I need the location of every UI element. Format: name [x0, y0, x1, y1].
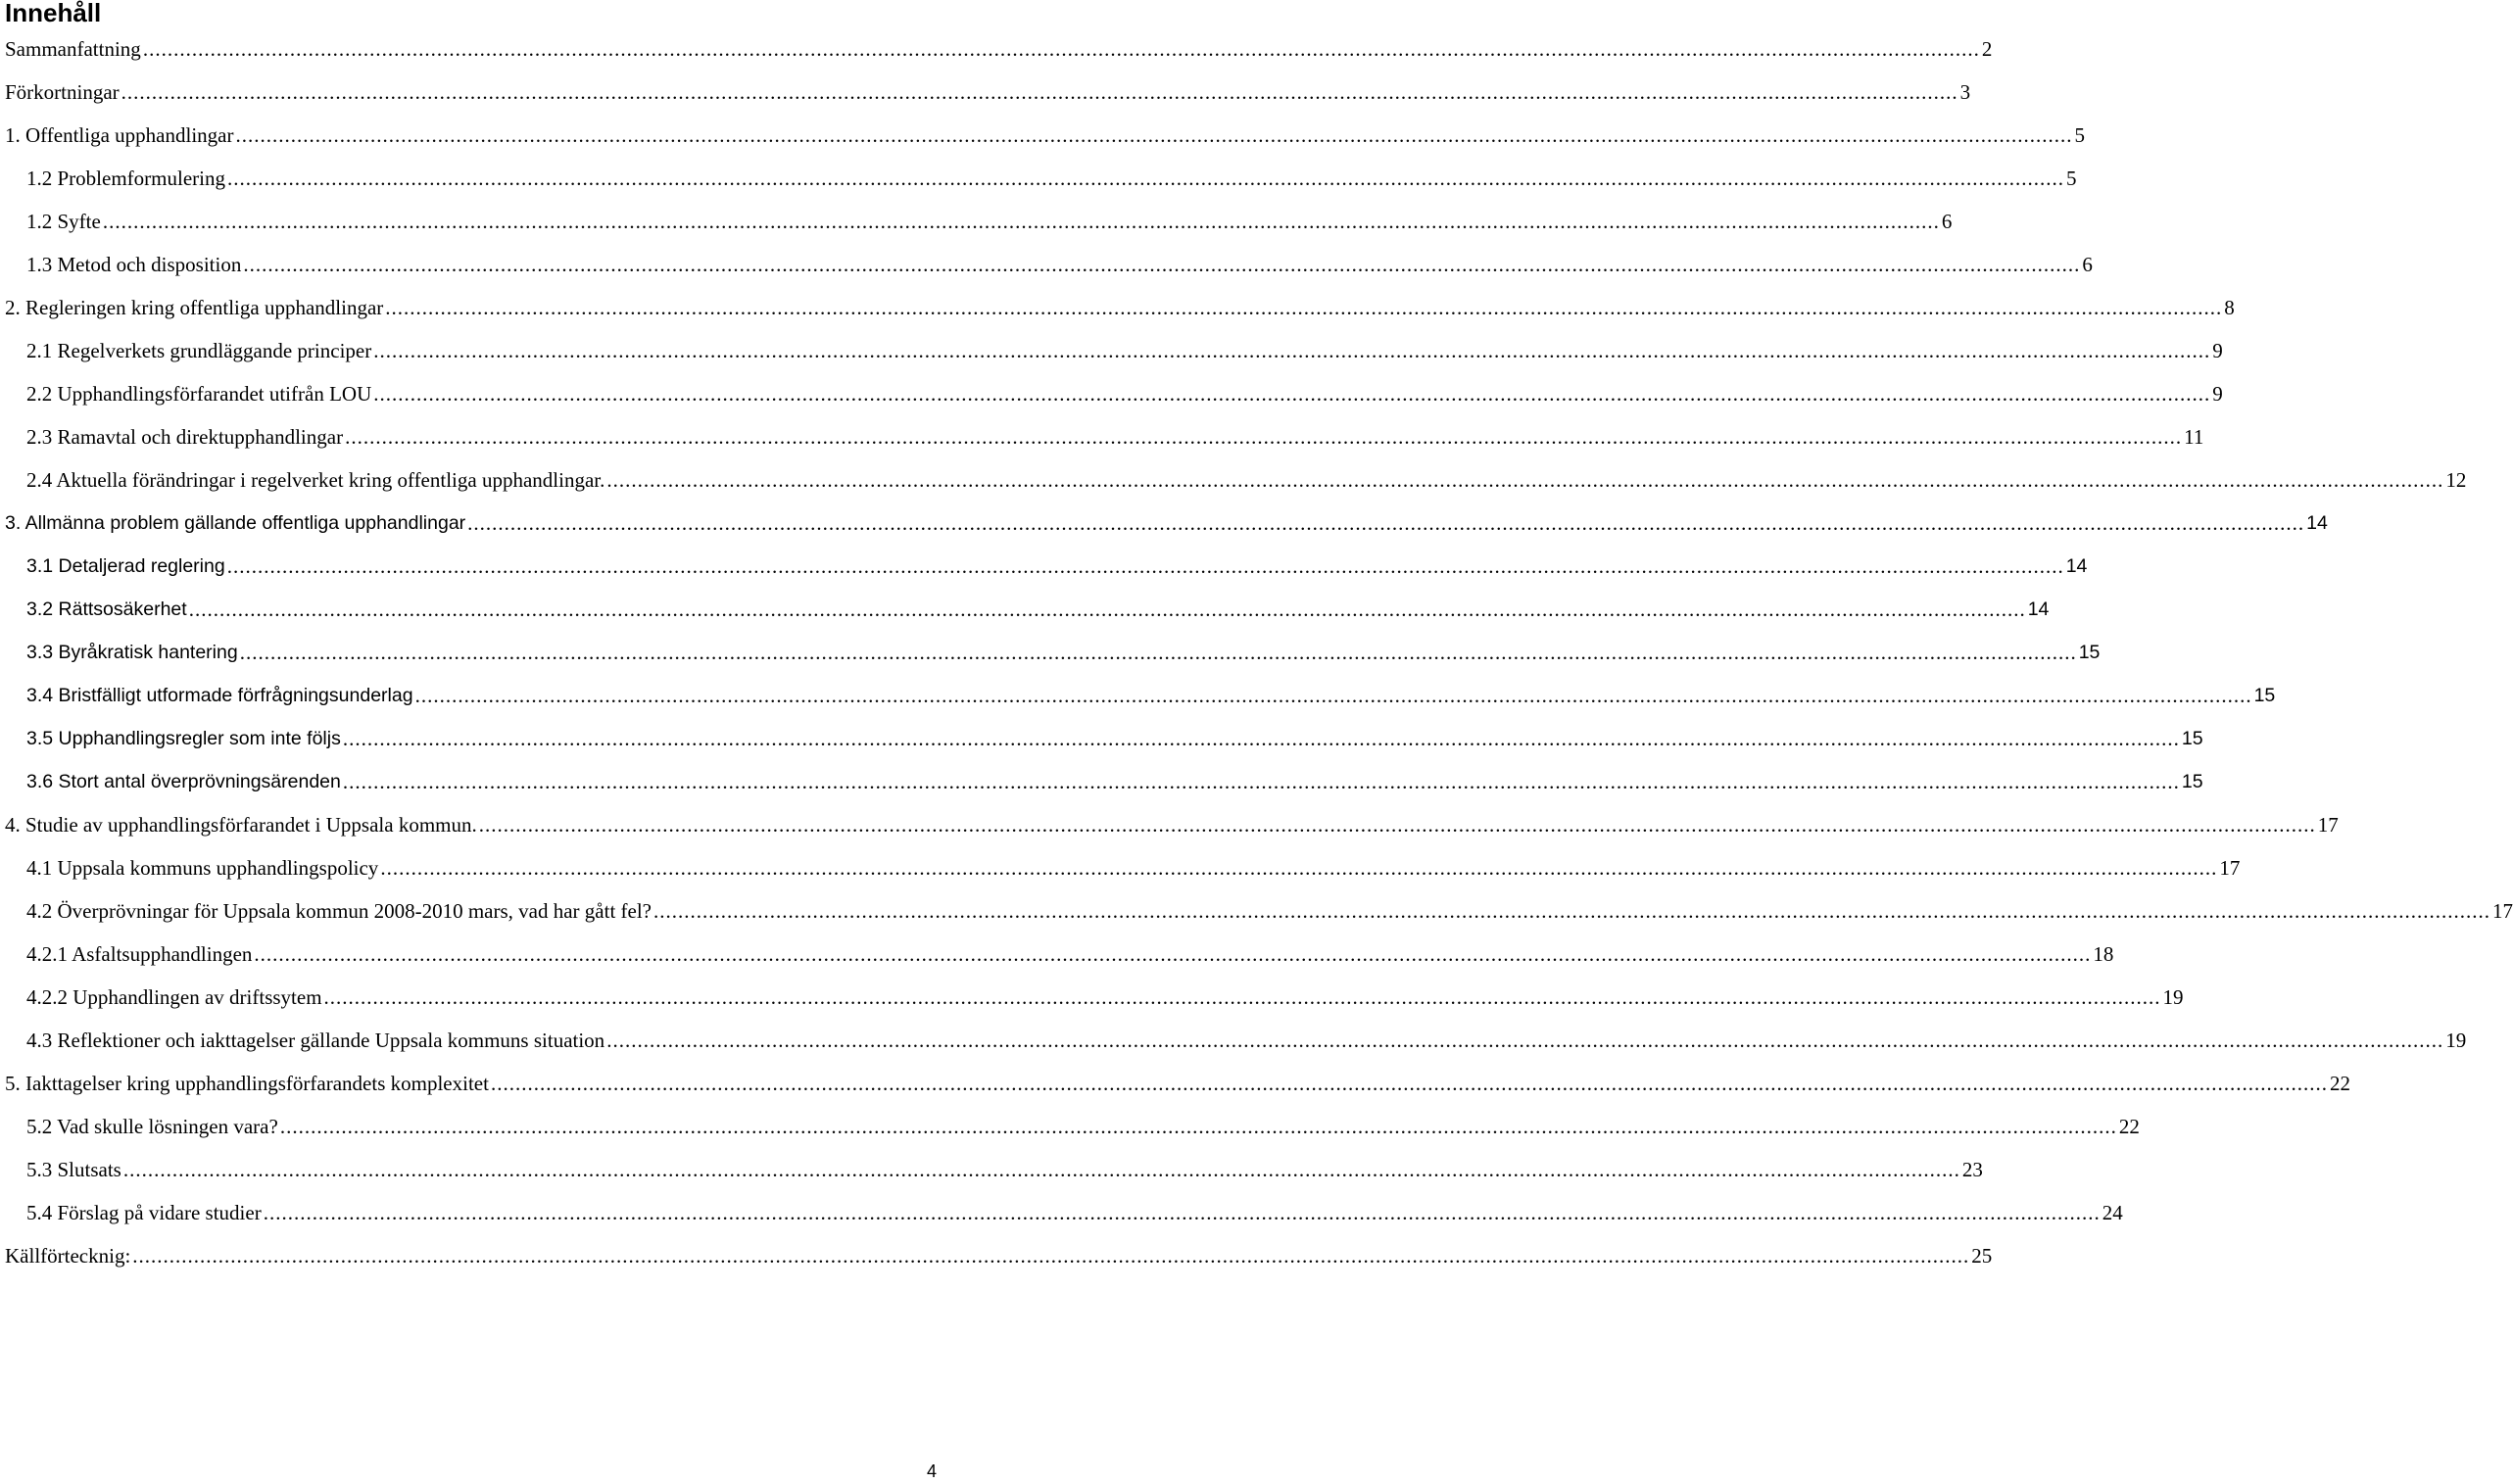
toc-entry-page: 6	[1941, 210, 1953, 233]
toc-entry-label: 4.2 Överprövningar för Uppsala kommun 2008-2010 mars, vad har gått fel?	[26, 899, 652, 923]
toc-entry-page: 5	[2074, 123, 2085, 147]
toc-entry-page: 15	[2181, 771, 2203, 792]
toc-dot-leader: ............................................................................................................................................................................................................................................................................................................	[235, 123, 2073, 147]
toc-entry-page: 9	[2212, 339, 2223, 362]
toc-entry[interactable]	[0, 717, 2203, 760]
toc-entry-label: 4. Studie av upphandlingsförfarandet i Uppsala kommun.	[5, 813, 477, 837]
toc-entry-label: 3.5 Upphandlingsregler som inte följs	[26, 728, 341, 749]
toc-entry-label: 2.3 Ramavtal och direktupphandlingar	[26, 425, 344, 449]
toc-entry[interactable]	[0, 1019, 2467, 1062]
toc-entry-page: 17	[2219, 856, 2241, 880]
toc-entry[interactable]	[0, 1234, 1993, 1277]
toc-entry-label: 2.2 Upphandlingsförfarandet utifrån LOU	[26, 382, 372, 406]
toc-entry-page: 3	[1959, 80, 1971, 104]
toc-entry[interactable]	[0, 588, 2050, 631]
toc-entry-label: 1.2 Problemformulering	[26, 167, 225, 190]
toc-dot-leader: ............................................................................................................................................................................................................................................................................................................	[478, 813, 2316, 837]
toc-entry-page: 17	[2317, 813, 2339, 837]
toc-entry-label: 1.2 Syfte	[26, 210, 101, 233]
toc-dot-leader: ............................................................................................................................................................................................................................................................................................................	[606, 1029, 2444, 1052]
toc-entry-label: 4.1 Uppsala kommuns upphandlingspolicy	[26, 856, 379, 880]
toc-entry-label: 1. Offentliga upphandlingar	[5, 123, 234, 147]
toc-entry[interactable]	[0, 889, 2513, 933]
toc-entry-label: 5. Iakttagelser kring upphandlingsförfarandets komplexitet	[5, 1072, 489, 1095]
toc-entry-page: 15	[2253, 685, 2276, 706]
toc-entry-label: 5.2 Vad skulle lösningen vara?	[26, 1115, 278, 1138]
toc-entry[interactable]	[0, 243, 2093, 286]
toc-entry[interactable]	[0, 329, 2223, 372]
toc-entry[interactable]	[0, 846, 2241, 889]
toc-dot-leader: ............................................................................................................................................................................................................................................................................................................	[373, 339, 2211, 362]
toc-entry-label: 3. Allmänna problem gällande offentliga upphandlingar	[5, 512, 466, 534]
toc-dot-leader: ............................................................................................................................................................................................................................................................................................................	[226, 167, 2064, 190]
toc-entry-label: 3.3 Byråkratisk hantering	[26, 642, 238, 663]
toc-entry-page: 15	[2181, 728, 2203, 749]
toc-entry[interactable]	[0, 803, 2339, 846]
toc-dot-leader: ............................................................................................................................................................................................................................................................................................................	[102, 210, 1940, 233]
toc-entry[interactable]	[0, 1148, 1983, 1191]
toc-entry-page: 19	[2162, 985, 2184, 1009]
toc-entry-label: 2. Regleringen kring offentliga upphandlingar	[5, 296, 384, 319]
toc-entry-page: 12	[2445, 468, 2467, 492]
toc-entry-label: 1.3 Metod och disposition	[26, 253, 242, 276]
toc-entry[interactable]	[0, 760, 2203, 803]
toc-dot-leader: ............................................................................................................................................................................................................................................................................................................	[239, 641, 2077, 664]
toc-dot-leader: ............................................................................................................................................................................................................................................................................................................	[467, 511, 2305, 535]
toc-dot-leader: ............................................................................................................................................................................................................................................................................................................	[373, 382, 2211, 406]
toc-dot-leader: ............................................................................................................................................................................................................................................................................................................	[132, 1244, 1970, 1268]
toc-dot-leader: ............................................................................................................................................................................................................................................................................................................	[254, 942, 2092, 966]
toc-entry[interactable]	[0, 157, 2077, 200]
toc-entry-page: 18	[2093, 942, 2114, 966]
toc-entry-page: 14	[2306, 512, 2328, 534]
toc-entry-page: 15	[2078, 642, 2101, 663]
toc-dot-leader: ............................................................................................................................................................................................................................................................................................................	[226, 554, 2064, 578]
toc-dot-leader: ............................................................................................................................................................................................................................................................................................................	[653, 899, 2490, 923]
toc-dot-leader: ............................................................................................................................................................................................................................................................................................................	[188, 598, 2026, 621]
toc-entry[interactable]	[0, 1191, 2123, 1234]
toc-dot-leader: ............................................................................................................................................................................................................................................................................................................	[263, 1201, 2101, 1224]
toc-entry-page: 22	[2118, 1115, 2140, 1138]
toc-entry-page: 23	[1961, 1158, 1983, 1181]
toc-entry[interactable]	[0, 114, 2085, 157]
toc-dot-leader: ............................................................................................................................................................................................................................................................................................................	[490, 1072, 2328, 1095]
toc-entry-label: 3.1 Detaljerad reglering	[26, 555, 225, 577]
toc-entry[interactable]	[0, 631, 2101, 674]
toc-dot-leader: ............................................................................................................................................................................................................................................................................................................	[243, 253, 2081, 276]
toc-entry-page: 8	[2224, 296, 2235, 319]
toc-entry[interactable]	[0, 415, 2204, 458]
toc-entry[interactable]	[0, 71, 1971, 114]
toc-entry-page: 22	[2329, 1072, 2350, 1095]
toc-entry[interactable]	[0, 200, 1953, 243]
toc-entry-label: Källförtecknig:	[5, 1244, 131, 1268]
toc-entry[interactable]	[0, 976, 2184, 1019]
toc-entry-label: 3.4 Bristfälligt utformade förfrågningsunderlag	[26, 685, 413, 706]
page-number: 4	[926, 1461, 937, 1481]
toc-dot-leader: ............................................................................................................................................................................................................................................................................................................	[345, 425, 2183, 449]
toc-entry-page: 17	[2492, 899, 2513, 923]
toc-entry-label: 4.2.1 Asfaltsupphandlingen	[26, 942, 253, 966]
toc-entry-label: 3.6 Stort antal överprövningsärenden	[26, 771, 341, 792]
toc-dot-leader: ............................................................................................................................................................................................................................................................................................................	[142, 37, 1980, 61]
toc-entry-label: 5.4 Förslag på vidare studier	[26, 1201, 262, 1224]
toc-entry[interactable]	[0, 674, 2276, 717]
toc-entry-page: 5	[2065, 167, 2077, 190]
toc-entry[interactable]	[0, 286, 2235, 329]
toc-entry-label: Förkortningar	[5, 80, 120, 104]
toc-entry-page: 14	[2027, 598, 2050, 620]
toc-entry-label: Sammanfattning	[5, 37, 141, 61]
toc-entry-label: 5.3 Slutsats	[26, 1158, 121, 1181]
toc-entry-page: 2	[1981, 37, 1993, 61]
toc-dot-leader: ............................................................................................................................................................................................................................................................................................................	[385, 296, 2223, 319]
toc-dot-leader: ............................................................................................................................................................................................................................................................................................................	[279, 1115, 2117, 1138]
toc-entry[interactable]	[0, 545, 2088, 588]
toc-entry-label: 4.2.2 Upphandlingen av driftssytem	[26, 985, 322, 1009]
toc-entry-page: 6	[2082, 253, 2093, 276]
toc-entry-page: 14	[2065, 555, 2088, 577]
toc-entry-page: 19	[2445, 1029, 2467, 1052]
toc-entry-label: 4.3 Reflektioner och iakttagelser gällande Uppsala kommuns situation	[26, 1029, 605, 1052]
toc-entry[interactable]	[0, 1062, 2350, 1105]
toc-dot-leader: ............................................................................................................................................................................................................................................................................................................	[323, 985, 2161, 1009]
toc-dot-leader: ............................................................................................................................................................................................................................................................................................................	[121, 80, 1958, 104]
toc-entry[interactable]	[0, 372, 2223, 415]
toc-dot-leader: ............................................................................................................................................................................................................................................................................................................	[606, 468, 2444, 492]
toc-entry[interactable]	[0, 502, 2328, 545]
toc-dot-leader: ............................................................................................................................................................................................................................................................................................................	[380, 856, 2218, 880]
toc-heading: Innehåll	[5, 0, 102, 27]
toc-entry-page: 25	[1971, 1244, 1993, 1268]
toc-entry-label: 2.1 Regelverkets grundläggande principer	[26, 339, 372, 362]
toc-dot-leader: ............................................................................................................................................................................................................................................................................................................	[122, 1158, 1960, 1181]
toc-entry-page: 9	[2212, 382, 2223, 406]
toc-entry[interactable]	[0, 933, 2114, 976]
toc-entry-page: 11	[2184, 425, 2204, 449]
toc-entry-page: 24	[2102, 1201, 2123, 1224]
toc-entry[interactable]	[0, 458, 2467, 502]
toc-dot-leader: ............................................................................................................................................................................................................................................................................................................	[342, 727, 2180, 750]
toc-entry[interactable]	[0, 1105, 2140, 1148]
toc-dot-leader: ............................................................................................................................................................................................................................................................................................................	[414, 684, 2252, 707]
table-of-contents	[0, 27, 2513, 1277]
toc-entry-label: 2.4 Aktuella förändringar i regelverket kring offentliga upphandlingar.	[26, 468, 605, 492]
toc-entry-label: 3.2 Rättsosäkerhet	[26, 598, 187, 620]
toc-dot-leader: ............................................................................................................................................................................................................................................................................................................	[342, 770, 2180, 793]
toc-entry[interactable]	[0, 27, 1993, 71]
